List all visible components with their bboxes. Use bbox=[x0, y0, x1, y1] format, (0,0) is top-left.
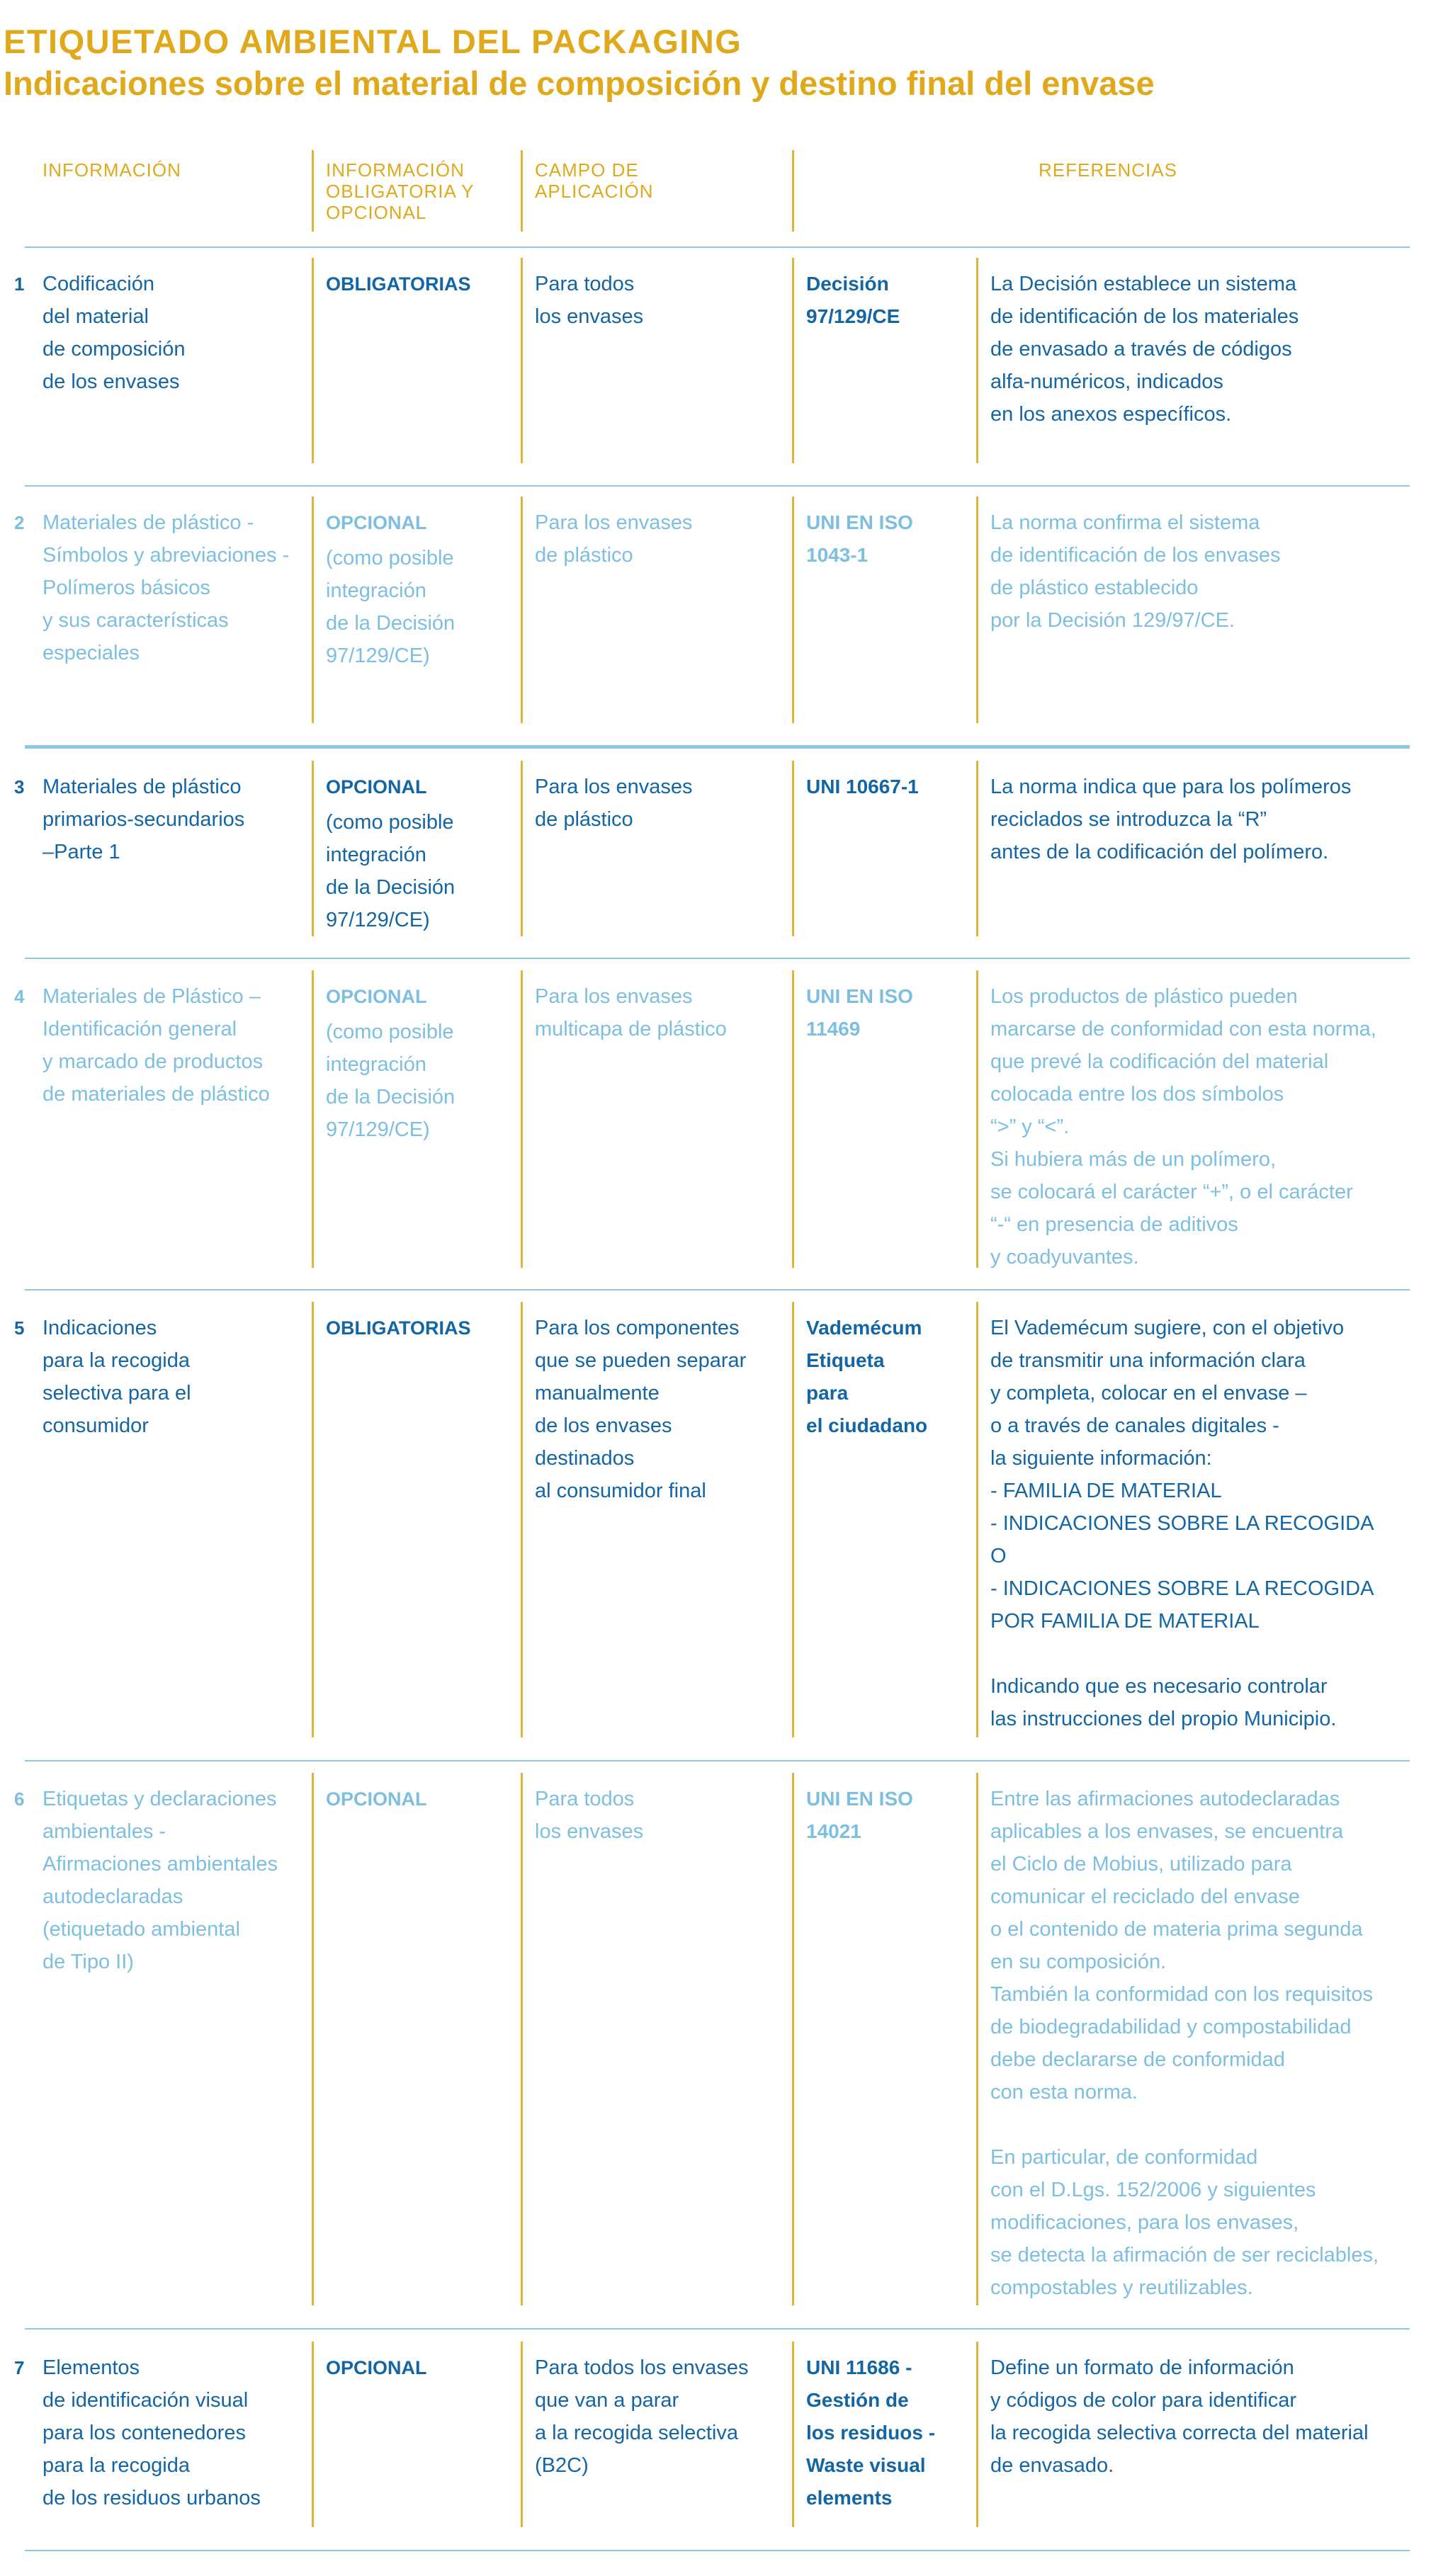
info-line: Materiales de plástico - bbox=[43, 511, 254, 534]
row-number: 7 bbox=[14, 2357, 25, 2378]
reference-line: UNI 11686 - bbox=[806, 2356, 912, 2378]
info-line: y sus características bbox=[43, 609, 229, 632]
info-line: Codificación bbox=[43, 273, 154, 295]
status-cell bbox=[326, 980, 517, 1146]
info-cell bbox=[43, 980, 312, 1111]
column-divider bbox=[792, 761, 794, 936]
campo-line: al consumidor final bbox=[535, 1480, 706, 1502]
campo-cell bbox=[535, 771, 783, 836]
row-divider bbox=[25, 1289, 1410, 1290]
description-line: Indicando que es necesario controlar bbox=[990, 1675, 1328, 1698]
column-divider bbox=[976, 761, 978, 936]
info-line: Símbolos y abreviaciones - bbox=[43, 544, 290, 567]
description-line: se colocará el carácter “+”, o el carácter bbox=[990, 1181, 1353, 1203]
description-cell bbox=[990, 506, 1422, 637]
row-divider bbox=[25, 958, 1410, 959]
campo-line: Para los componentes bbox=[535, 1317, 740, 1339]
header-line: OBLIGATORIA Y bbox=[326, 181, 475, 202]
description-line: de biodegradabilidad y compostabilidad bbox=[990, 2016, 1352, 2038]
info-cell bbox=[43, 2351, 312, 2514]
info-cell bbox=[43, 1312, 312, 1442]
reference-cell bbox=[806, 1783, 969, 1848]
column-divider bbox=[521, 1773, 523, 2305]
description-line: se detecta la afirmación de ser reciclables, bbox=[990, 2244, 1379, 2266]
description-line: de transmitir una información clara bbox=[990, 1349, 1306, 1372]
campo-line: manualmente bbox=[535, 1382, 660, 1405]
reference-line: el ciudadano bbox=[806, 1414, 928, 1436]
description-line: “-“ en presencia de aditivos bbox=[990, 1213, 1238, 1236]
status-note-line: (como posible bbox=[326, 1021, 454, 1043]
row-number: 5 bbox=[14, 1317, 25, 1339]
description-line: de identificación de los envases bbox=[990, 544, 1281, 567]
description-line: con esta norma. bbox=[990, 2081, 1138, 2104]
column-divider bbox=[521, 1302, 523, 1737]
reference-line: Waste visual bbox=[806, 2454, 926, 2476]
column-divider bbox=[976, 497, 978, 723]
campo-cell bbox=[535, 2351, 783, 2482]
description-line: modificaciones, para los envases, bbox=[990, 2211, 1299, 2234]
description-cell bbox=[990, 2351, 1422, 2482]
description-line: Si hubiera más de un polímero, bbox=[990, 1148, 1276, 1171]
reference-line: 97/129/CE bbox=[806, 305, 900, 327]
column-divider bbox=[976, 2342, 978, 2527]
column-divider bbox=[792, 970, 794, 1268]
campo-line: que van a parar bbox=[535, 2389, 679, 2412]
info-cell bbox=[43, 506, 312, 669]
status-note-line: de la Decisión bbox=[326, 876, 456, 899]
column-divider bbox=[521, 761, 523, 936]
status-note-line: (como posible bbox=[326, 811, 454, 834]
description-cell bbox=[990, 268, 1422, 431]
description-line: o el contenido de materia prima segunda bbox=[990, 1918, 1363, 1941]
reference-cell bbox=[806, 268, 969, 333]
column-divider bbox=[521, 2342, 523, 2527]
header-obligatoria-opcional bbox=[326, 159, 475, 223]
description-cell bbox=[990, 1783, 1422, 2304]
description-line: Los productos de plástico pueden bbox=[990, 985, 1298, 1008]
campo-line: Para todos los envases bbox=[535, 2356, 749, 2379]
description-line: debe declararse de conformidad bbox=[990, 2048, 1285, 2071]
header-campo-aplicacion bbox=[535, 159, 654, 202]
row-number: 4 bbox=[14, 986, 25, 1007]
column-divider bbox=[521, 258, 523, 463]
info-cell bbox=[43, 268, 312, 398]
campo-cell bbox=[535, 1312, 783, 1507]
info-line: del material bbox=[43, 305, 149, 328]
campo-line: Para todos bbox=[535, 1788, 635, 1810]
column-divider bbox=[312, 497, 314, 723]
description-line: en los anexos específicos. bbox=[990, 403, 1232, 426]
description-line: en su composición. bbox=[990, 1951, 1167, 1973]
column-divider bbox=[792, 1773, 794, 2305]
info-line: para la recogida bbox=[43, 1349, 190, 1372]
status-label: OPCIONAL bbox=[326, 512, 427, 533]
info-line: autodeclaradas bbox=[43, 1885, 183, 1908]
description-line: Define un formato de información bbox=[990, 2356, 1294, 2379]
status-cell bbox=[326, 268, 517, 303]
campo-cell bbox=[535, 980, 783, 1045]
info-cell bbox=[43, 771, 312, 868]
campo-cell bbox=[535, 1783, 783, 1848]
page-subtitle: Indicaciones sobre el material de composición y destino final del envase bbox=[4, 64, 1155, 102]
column-divider bbox=[312, 1302, 314, 1737]
header-line: OPCIONAL bbox=[326, 202, 427, 223]
title-block bbox=[4, 21, 1420, 105]
row-divider bbox=[25, 485, 1410, 487]
status-note-line: integración bbox=[326, 579, 426, 602]
status-label: OPCIONAL bbox=[326, 1788, 427, 1810]
campo-line: de plástico bbox=[535, 544, 633, 567]
reference-line: 11469 bbox=[806, 1018, 861, 1040]
campo-line: los envases bbox=[535, 1820, 644, 1843]
status-cell bbox=[326, 1312, 517, 1347]
reference-cell bbox=[806, 506, 969, 572]
status-label: OPCIONAL bbox=[326, 776, 427, 798]
reference-cell bbox=[806, 1312, 969, 1442]
description-line: alfa-numéricos, indicados bbox=[990, 370, 1223, 393]
description-line: las instrucciones del propio Municipio. bbox=[990, 1708, 1337, 1730]
description-line: de identificación de los materiales bbox=[990, 305, 1299, 328]
reference-line: Gestión de bbox=[806, 2389, 909, 2411]
row-divider bbox=[25, 2328, 1410, 2330]
info-cell bbox=[43, 1783, 312, 1978]
page-title: ETIQUETADO AMBIENTAL DEL PACKAGING bbox=[4, 23, 742, 60]
column-divider bbox=[976, 1773, 978, 2305]
info-line: Materiales de Plástico – bbox=[43, 985, 261, 1008]
row-divider bbox=[25, 246, 1410, 248]
description-line: POR FAMILIA DE MATERIAL bbox=[990, 1610, 1260, 1633]
status-note-line: (como posible bbox=[326, 547, 454, 569]
info-line: –Parte 1 bbox=[43, 841, 120, 863]
column-divider bbox=[312, 970, 314, 1268]
info-line: Etiquetas y declaraciones bbox=[43, 1788, 277, 1810]
campo-cell bbox=[535, 268, 783, 333]
description-line: reciclados se introduzca la “R” bbox=[990, 808, 1267, 831]
description-line: - FAMILIA DE MATERIAL bbox=[990, 1480, 1222, 1502]
description-cell bbox=[990, 980, 1422, 1273]
description-line: la recogida selectiva correcta del material bbox=[990, 2422, 1369, 2444]
description-line: el Ciclo de Mobius, utilizado para bbox=[990, 1853, 1292, 1876]
campo-line: (B2C) bbox=[535, 2454, 589, 2477]
info-line: selectiva para el bbox=[43, 1382, 191, 1405]
description-cell bbox=[990, 1312, 1422, 1735]
header-line: APLICACIÓN bbox=[535, 181, 654, 202]
header-divider bbox=[521, 150, 523, 232]
description-line: colocada entre los dos símbolos bbox=[990, 1083, 1284, 1106]
reference-line: 14021 bbox=[806, 1820, 861, 1842]
description-line: antes de la codificación del polímero. bbox=[990, 841, 1329, 863]
campo-line: Para los envases bbox=[535, 776, 693, 798]
description-line: con el D.Lgs. 152/2006 y siguientes bbox=[990, 2179, 1316, 2201]
campo-line: a la recogida selectiva bbox=[535, 2422, 738, 2444]
reference-cell bbox=[806, 771, 969, 803]
info-line: consumidor bbox=[43, 1414, 149, 1437]
description-line: marcarse de conformidad con esta norma, bbox=[990, 1018, 1376, 1040]
description-line: La norma indica que para los polímeros bbox=[990, 776, 1352, 798]
status-label: OPCIONAL bbox=[326, 986, 427, 1007]
row-number: 2 bbox=[14, 512, 25, 533]
description-line: por la Decisión 129/97/CE. bbox=[990, 609, 1235, 632]
column-divider bbox=[312, 258, 314, 463]
header-line: CAMPO DE bbox=[535, 159, 639, 181]
description-line: y completa, colocar en el envase – bbox=[990, 1382, 1307, 1405]
info-line: Afirmaciones ambientales bbox=[43, 1853, 278, 1876]
reference-line: elements bbox=[806, 2487, 893, 2509]
info-line: para la recogida bbox=[43, 2454, 190, 2477]
header-line: REFERENCIAS bbox=[1039, 159, 1177, 181]
status-cell bbox=[326, 506, 517, 672]
description-line: En particular, de conformidad bbox=[990, 2146, 1258, 2169]
info-line: especiales bbox=[43, 642, 140, 664]
info-line: Polímeros básicos bbox=[43, 577, 210, 599]
description-line: de envasado. bbox=[990, 2454, 1114, 2477]
reference-line: UNI 10667-1 bbox=[806, 776, 919, 798]
column-divider bbox=[521, 970, 523, 1268]
description-line bbox=[990, 1638, 1422, 1670]
header-line: INFORMACIÓN bbox=[43, 159, 181, 181]
column-divider bbox=[792, 497, 794, 723]
header-informacion bbox=[43, 159, 181, 181]
reference-line: 1043-1 bbox=[806, 544, 869, 566]
status-label: OBLIGATORIAS bbox=[326, 273, 471, 295]
row-number: 1 bbox=[14, 273, 25, 295]
info-line: de los envases bbox=[43, 370, 180, 393]
campo-line: que se pueden separar bbox=[535, 1349, 747, 1372]
description-line: O bbox=[990, 1545, 1007, 1567]
campo-line: Para los envases bbox=[535, 985, 693, 1008]
description-line: de plástico establecido bbox=[990, 577, 1199, 599]
status-note-line: 97/129/CE) bbox=[326, 1118, 430, 1141]
description-line: que prevé la codificación del material bbox=[990, 1050, 1329, 1073]
campo-line: multicapa de plástico bbox=[535, 1018, 727, 1040]
status-note bbox=[326, 806, 517, 936]
status-label: OBLIGATORIAS bbox=[326, 1317, 471, 1339]
campo-line: de plástico bbox=[535, 808, 633, 831]
info-line: primarios-secundarios bbox=[43, 808, 245, 831]
info-line: de Tipo II) bbox=[43, 1951, 134, 1973]
reference-cell bbox=[806, 2351, 969, 2514]
status-label: OPCIONAL bbox=[326, 2357, 427, 2378]
column-divider bbox=[312, 761, 314, 936]
column-divider bbox=[976, 970, 978, 1268]
status-cell bbox=[326, 2351, 517, 2387]
description-line: compostables y reutilizables. bbox=[990, 2276, 1253, 2299]
info-line: Indicaciones bbox=[43, 1317, 157, 1339]
description-line: la siguiente información: bbox=[990, 1447, 1212, 1470]
campo-cell bbox=[535, 506, 783, 572]
campo-line: Para todos bbox=[535, 273, 635, 295]
description-line: comunicar el reciclado del envase bbox=[990, 1885, 1300, 1908]
row-number: 6 bbox=[14, 1788, 25, 1810]
info-line: de composición bbox=[43, 338, 186, 361]
status-note-line: integración bbox=[326, 844, 426, 866]
description-cell bbox=[990, 771, 1422, 868]
reference-line: Etiqueta bbox=[806, 1349, 885, 1371]
status-note bbox=[326, 542, 517, 672]
info-line: Elementos bbox=[43, 2356, 140, 2379]
info-line: y marcado de productos bbox=[43, 1050, 264, 1073]
description-line: La norma confirma el sistema bbox=[990, 511, 1260, 534]
row-divider bbox=[25, 745, 1410, 749]
description-line: Entre las afirmaciones autodeclaradas bbox=[990, 1788, 1340, 1810]
description-line: de envasado a través de códigos bbox=[990, 338, 1292, 361]
status-note-line: 97/129/CE) bbox=[326, 909, 430, 931]
status-cell bbox=[326, 771, 517, 936]
info-line: Materiales de plástico bbox=[43, 776, 242, 798]
campo-line: de los envases bbox=[535, 1414, 672, 1437]
column-divider bbox=[312, 2342, 314, 2527]
info-line: para los contenedores bbox=[43, 2422, 246, 2444]
info-line: de identificación visual bbox=[43, 2389, 249, 2412]
description-line: El Vademécum sugiere, con el objetivo bbox=[990, 1317, 1345, 1339]
reference-line: UNI EN ISO bbox=[806, 1788, 913, 1810]
header-line: INFORMACIÓN bbox=[326, 159, 465, 181]
status-note-line: integración bbox=[326, 1053, 426, 1076]
info-line: ambientales - bbox=[43, 1820, 166, 1843]
description-line: También la conformidad con los requisitos bbox=[990, 1983, 1373, 2006]
reference-line: para bbox=[806, 1382, 849, 1404]
status-note-line: de la Decisión bbox=[326, 612, 456, 635]
reference-line: los residuos - bbox=[806, 2422, 936, 2444]
campo-line: destinados bbox=[535, 1447, 635, 1470]
description-line: “>” y “<”. bbox=[990, 1116, 1070, 1138]
reference-line: Decisión bbox=[806, 273, 889, 295]
description-line: y códigos de color para identificar bbox=[990, 2389, 1297, 2412]
description-line: - INDICACIONES SOBRE LA RECOGIDA bbox=[990, 1512, 1374, 1535]
reference-cell bbox=[806, 980, 969, 1045]
description-line bbox=[990, 2109, 1422, 2141]
info-line: (etiquetado ambiental bbox=[43, 1918, 240, 1941]
campo-line: los envases bbox=[535, 305, 644, 328]
description-line: o a través de canales digitales - bbox=[990, 1414, 1279, 1437]
reference-line: Vademécum bbox=[806, 1317, 922, 1339]
header-divider bbox=[792, 150, 794, 232]
row-number: 3 bbox=[14, 776, 25, 798]
column-divider bbox=[976, 258, 978, 463]
status-cell bbox=[326, 1783, 517, 1818]
description-line: - INDICACIONES SOBRE LA RECOGIDA bbox=[990, 1577, 1374, 1600]
header-referencias bbox=[806, 159, 1410, 181]
column-divider bbox=[976, 1302, 978, 1737]
status-note-line: de la Decisión bbox=[326, 1086, 456, 1108]
info-line: de los residuos urbanos bbox=[43, 2487, 261, 2509]
column-divider bbox=[792, 2342, 794, 2527]
description-line: aplicables a los envases, se encuentra bbox=[990, 1820, 1344, 1843]
row-divider bbox=[25, 1760, 1410, 1761]
column-divider bbox=[312, 1773, 314, 2305]
description-line: y coadyuvantes. bbox=[990, 1246, 1139, 1269]
column-divider bbox=[792, 1302, 794, 1737]
column-divider bbox=[521, 497, 523, 723]
info-line: de materiales de plástico bbox=[43, 1083, 270, 1106]
status-note-line: 97/129/CE) bbox=[326, 645, 430, 667]
info-line: Identificación general bbox=[43, 1018, 237, 1040]
reference-line: UNI EN ISO bbox=[806, 511, 913, 533]
reference-line: UNI EN ISO bbox=[806, 985, 913, 1007]
header-divider bbox=[312, 150, 314, 232]
description-line: La Decisión establece un sistema bbox=[990, 273, 1297, 295]
status-note bbox=[326, 1016, 517, 1146]
row-divider bbox=[25, 2550, 1410, 2551]
column-divider bbox=[792, 258, 794, 463]
campo-line: Para los envases bbox=[535, 511, 693, 534]
